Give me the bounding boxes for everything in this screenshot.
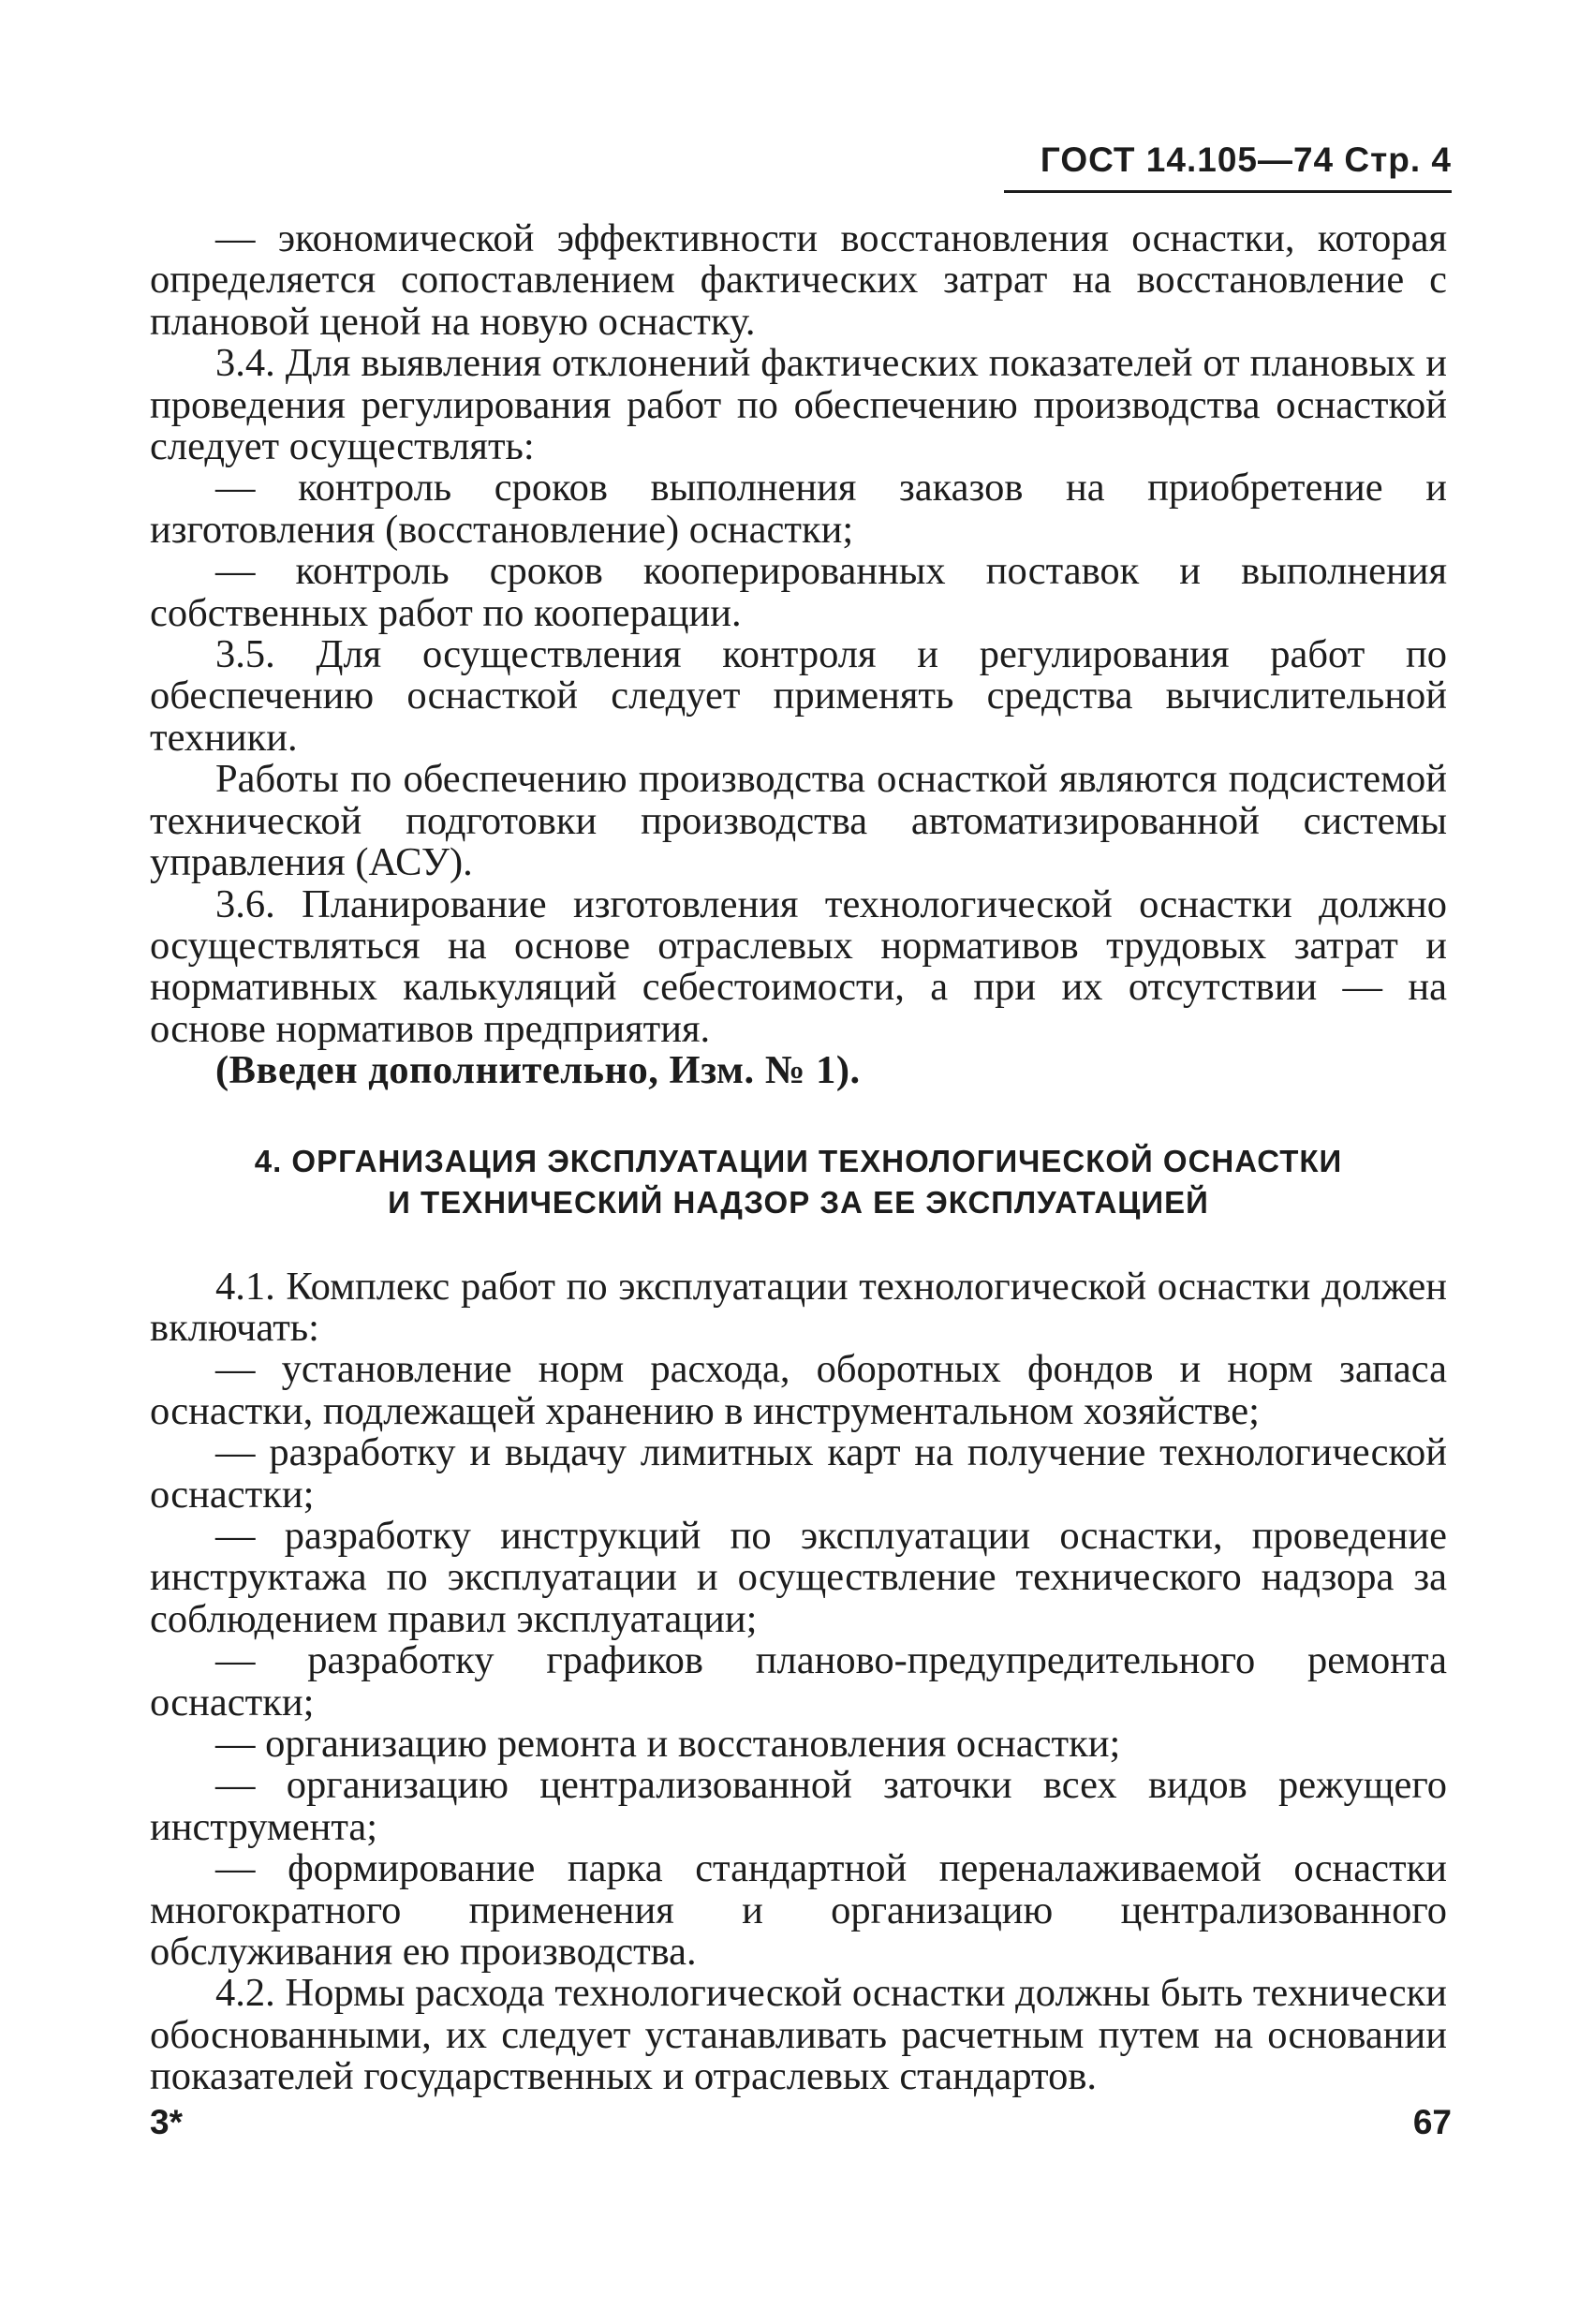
header-rule	[1004, 190, 1452, 193]
paragraph: 3.5. Для осуществления контроля и регулирования работ по обеспечению оснасткой следует применять средства вычислительной техники.	[150, 632, 1447, 760]
section-heading	[150, 1141, 1447, 1223]
paragraph: 3.4. Для выявления отклонений фактических показателей от плановых и проведения регулирования работ по обеспечению производства оснасткой следует осуществлять:	[150, 341, 1447, 469]
paragraph: — контроль сроков выполнения заказов на приобретение и изготовления (восстановление) оснастки;	[150, 466, 1447, 552]
list-item: — разработку графиков планово-предупредительного ремонта оснастки;	[150, 1638, 1447, 1724]
paragraph: Работы по обеспечению производства оснасткой являются подсистемой технической подготовки производства автоматизированной системы управления (АСУ).	[150, 757, 1447, 885]
paragraph: 3.6. Планирование изготовления технологической оснастки должно осуществляться на основе отраслевых нормативов трудовых затрат и нормативных калькуляций себестоимости, а при их отсутствии — на основе нормативов предприятия.	[150, 881, 1447, 1051]
list-item: — организацию централизованной заточки всех видов режущего инструмента;	[150, 1763, 1447, 1849]
list-item: — формирование парка стандартной переналаживаемой оснастки многократного применения и организацию централизованного обслуживания ею производства.	[150, 1846, 1447, 1975]
paragraph: — экономической эффективности восстановления оснастки, которая определяется сопоставлением фактических затрат на восстановление с плановой ценой на новую оснастку.	[150, 216, 1447, 344]
amendment-note: (Введен дополнительно, Изм. № 1).	[215, 1048, 861, 1093]
list-item: — установление норм расхода, оборотных фондов и норм запаса оснастки, подлежащей хранению в инструментальном хозяйстве;	[150, 1347, 1447, 1433]
paragraph: — контроль сроков кооперированных поставок и выполнения собственных работ по кооперации.	[150, 549, 1447, 635]
section-title-line-1: 4. ОРГАНИЗАЦИЯ ЭКСПЛУАТАЦИИ ТЕХНОЛОГИЧЕСКОЙ ОСНАСТКИ	[254, 1143, 1343, 1178]
section-title-line-2: И ТЕХНИЧЕСКИЙ НАДЗОР ЗА ЕЕ ЭКСПЛУАТАЦИЕЙ	[388, 1184, 1209, 1220]
paragraph: 4.1. Комплекс работ по эксплуатации технологической оснастки должен включать:	[150, 1264, 1447, 1350]
page-number: 67	[1412, 2103, 1452, 2141]
list-item: — разработку инструкций по эксплуатации оснастки, проведение инструктажа по эксплуатации и осуществление технического надзора за соблюдением правил эксплуатации;	[150, 1513, 1447, 1641]
list-item: — разработку и выдачу лимитных карт на получение технологической оснастки;	[150, 1430, 1447, 1517]
paragraph: 4.2. Нормы расхода технологической оснастки должны быть технически обоснованными, их следует устанавливать расчетным путем на основании показателей государственных и отраслевых стандартов.	[150, 1971, 1447, 2099]
list-item: — организацию ремонта и восстановления оснастки;	[215, 1722, 1121, 1766]
document-body	[150, 218, 1447, 2098]
page-header: ГОСТ 14.105—74 Стр. 4	[1040, 141, 1452, 179]
signature-mark: 3*	[150, 2103, 183, 2141]
